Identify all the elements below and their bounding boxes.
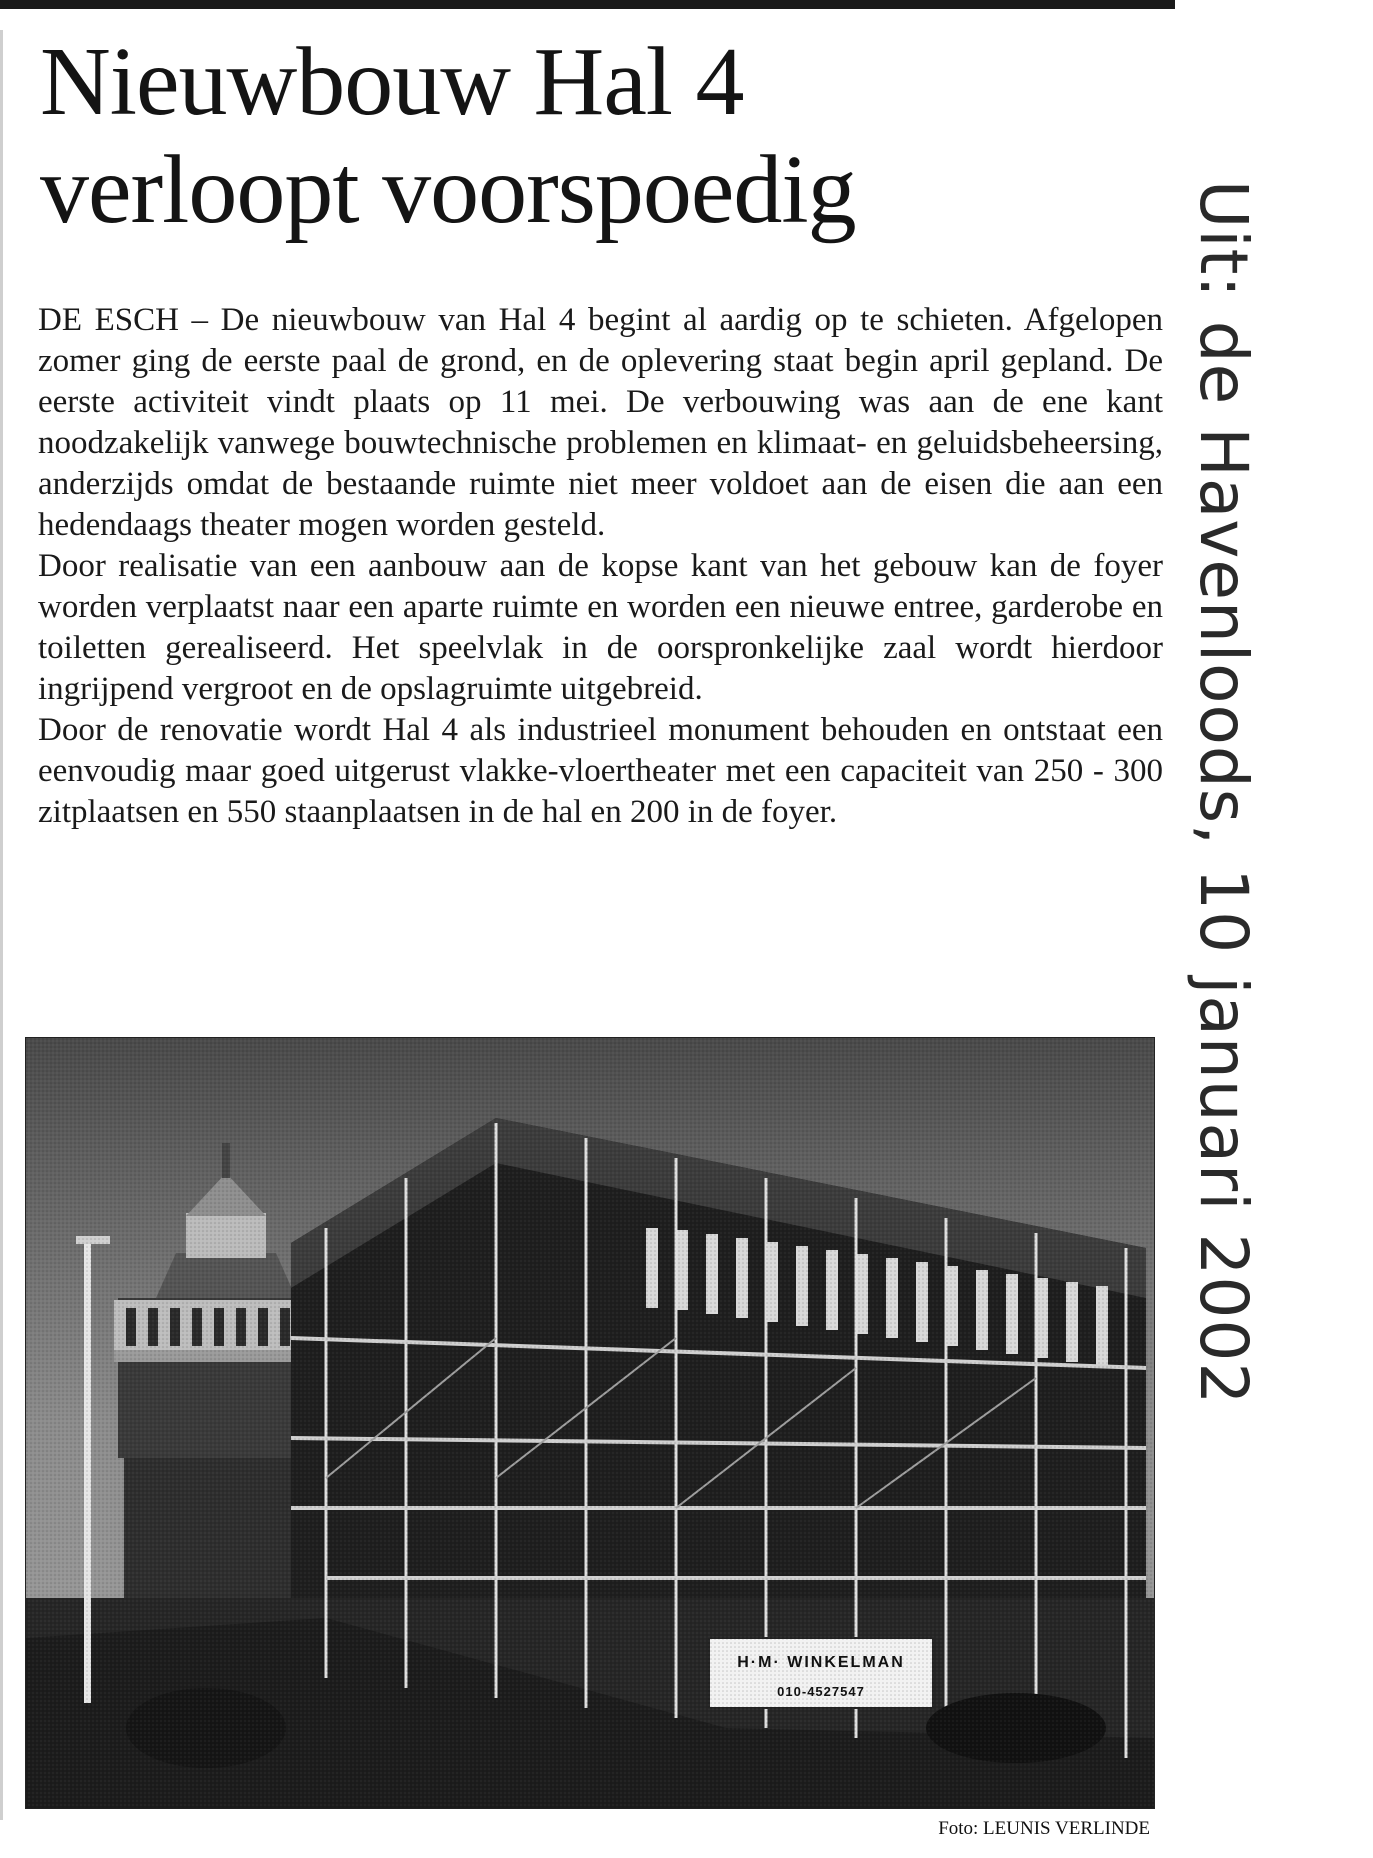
article-body	[38, 300, 1163, 833]
sign-phone: 010-4527547	[777, 1684, 865, 1699]
headline-line-1: Nieuwbouw Hal 4	[40, 28, 744, 136]
paragraph-3: Door de renovatie wordt Hal 4 als industrieel monument behouden en ontstaat een eenvoudig maar goed uitgerust vlakke-vloertheater met een capaciteit van 250 - 300 zitplaatsen en 550 staanplaatsen in de hal en 200 in de foyer.	[38, 712, 1163, 830]
construction-photo	[25, 1037, 1155, 1809]
sign-company: H·M· WINKELMAN	[737, 1654, 905, 1671]
paragraph-2: Door realisatie van een aanbouw aan de kopse kant van het gebouw kan de foyer worden verplaatst naar een aparte ruimte en worden een nieuwe entree, garderobe en toiletten gerealiseerd. Het speelvlak in de oorspronkelijke zaal wordt hierdoor ingrijpend vergroot en de opslagruimte uitgebreid.	[38, 548, 1163, 707]
clipping-edge	[0, 30, 3, 1820]
top-rule	[0, 0, 1175, 9]
contractor-sign	[714, 1646, 928, 1706]
photo-credit: Foto: LEUNIS VERLINDE	[938, 1818, 1150, 1839]
article-headline	[40, 28, 1040, 244]
handwritten-source-note: Uit: de Havenloods, 10 januari 2002	[1185, 180, 1262, 1406]
headline-line-2: verloopt voorspoedig	[40, 136, 856, 244]
paragraph-1: DE ESCH – De nieuwbouw van Hal 4 begint al aardig op te schieten. Afgelopen zomer ging de eerste paal de grond, en de oplevering staat begin april gepland. De eerste activiteit vindt plaats op 11 mei. De verbouwing was aan de ene kant noodzakelijk vanwege bouwtechnische problemen en klimaat- en geluidsbeheersing, anderzijds omdat de bestaande ruimte niet meer voldoet aan de eisen die aan een hedendaags theater mogen worden gesteld.	[38, 302, 1163, 543]
photo-illustration	[26, 1038, 1154, 1808]
